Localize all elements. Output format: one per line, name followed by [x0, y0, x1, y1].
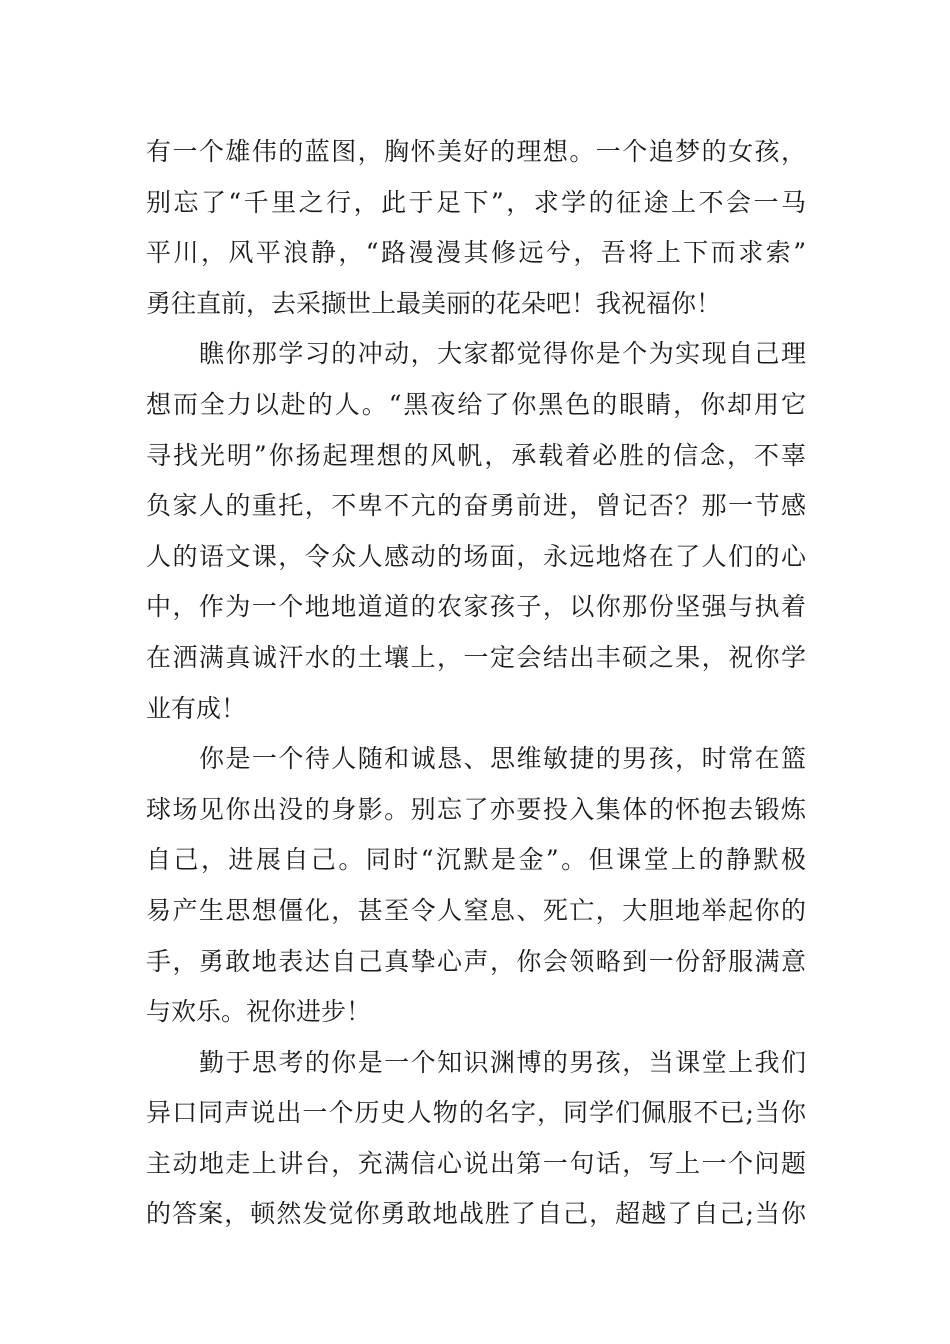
text-line: 异口同声说出一个历史人物的名字，同学们佩服不已;当你: [146, 1098, 806, 1128]
text-line: 有一个雄伟的蓝图，胸怀美好的理想。一个追梦的女孩，: [146, 137, 806, 166]
text-line: 的答案，顿然发觉你勇敢地战胜了自己，超越了自己;当你: [146, 1199, 806, 1229]
text-line: 人的语文课，令众人感动的场面，永远地烙在了人们的心: [146, 541, 806, 571]
paragraph-first-line: 勤于思考的你是一个知识渊博的男孩，当课堂上我们: [199, 1047, 806, 1077]
text-line: 手，勇敢地表达自己真挚心声，你会领略到一份舒服满意: [146, 946, 806, 976]
text-line: 平川，风平浪静，“路漫漫其修远兮，吾将上下而求索”: [146, 238, 806, 268]
text-line: 在洒满真诚汗水的土壤上，一定会结出丰硕之果，祝你学: [146, 642, 806, 672]
text-line: 寻找光明”你扬起理想的风帆，承载着必胜的信念，不辜: [146, 440, 806, 470]
text-line: 勇往直前，去采撷世上最美丽的花朵吧！我祝福你！: [146, 288, 722, 318]
paragraph-first-line: 你是一个待人随和诚恳、思维敏捷的男孩，时常在篮: [199, 744, 806, 774]
body-text: [146, 127, 806, 1240]
text-line: 球场见你出没的身影。别忘了亦要投入集体的怀抱去锻炼: [146, 794, 806, 824]
text-line: 主动地走上讲台，充满信心说出第一句话，写上一个问题: [146, 1148, 806, 1178]
text-line: 易产生思想僵化，甚至令人窒息、死亡，大胆地举起你的: [146, 895, 806, 925]
text-line: 中，作为一个地地道道的农家孩子，以你那份坚强与执着: [146, 592, 806, 622]
text-line: 自己，进展自己。同时“沉默是金”。但课堂上的静默极: [146, 845, 806, 875]
text-line: 想而全力以赴的人。“黑夜给了你黑色的眼睛，你却用它: [146, 389, 806, 419]
text-line: 与欢乐。祝你进步！: [146, 997, 372, 1027]
text-line: 别忘了“千里之行，此于足下”，求学的征途上不会一马: [146, 187, 806, 217]
text-line: 负家人的重托，不卑不亢的奋勇前进，曾记否？那一节感: [146, 491, 806, 521]
text-line: 业有成！: [146, 693, 247, 723]
paragraph-first-line: 瞧你那学习的冲动，大家都觉得你是个为实现自己理: [199, 339, 806, 369]
